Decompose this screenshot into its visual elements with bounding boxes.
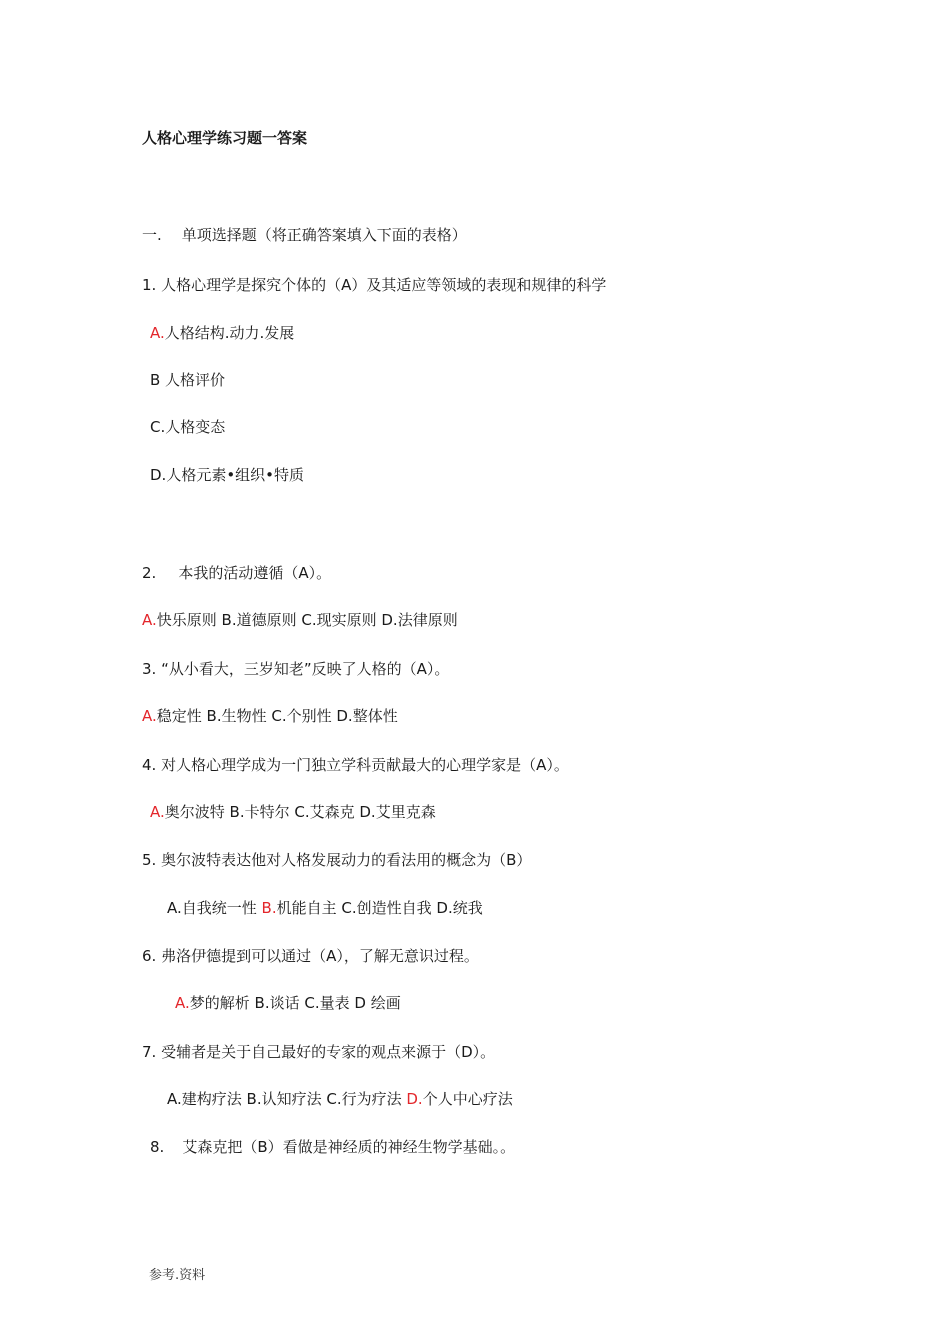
question-6-stem: 6. 弗洛伊德提到可以通过（A），了解无意识过程。 (142, 947, 479, 965)
answer-letter-d: D. (406, 1090, 423, 1108)
question-number: 2. (142, 564, 157, 582)
section-heading-text: 单项选择题（将正确答案填入下面的表格） (181, 226, 467, 244)
question-6-options (175, 993, 401, 1013)
question-5-options (167, 898, 483, 918)
question-text: 本我的活动遵循（A）。 (178, 564, 332, 582)
question-text: 艾森克把（B）看做是神经质的神经生物学基础。。 (182, 1138, 516, 1156)
document-title: 人格心理学练习题一答案 (142, 129, 308, 147)
answer-letter-a: A. (150, 324, 165, 342)
section-heading (142, 225, 467, 245)
question-2-options (142, 610, 458, 630)
section-heading-number: 一. (142, 226, 162, 244)
answer-letter-a: A. (142, 707, 157, 725)
answer-letter-a: A. (175, 994, 190, 1012)
question-2-stem (142, 563, 331, 583)
options-text: 梦的解析 B.谈话 C.量表 D 绘画 (189, 994, 401, 1012)
question-1-option-d: D.人格元素•组织•特质 (150, 466, 305, 484)
option-text: 人格结构.动力.发展 (164, 324, 295, 342)
options-text-pre: A.建构疗法 B.认知疗法 C.行为疗法 (167, 1090, 407, 1108)
question-1-option-c: C.人格变态 (150, 418, 226, 436)
question-7-stem: 7. 受辅者是关于自己最好的专家的观点来源于（D）。 (142, 1043, 496, 1061)
question-1-option-a (150, 323, 294, 343)
question-4-stem: 4. 对人格心理学成为一门独立学科贡献最大的心理学家是（A）。 (142, 756, 569, 774)
answer-letter-a: A. (150, 803, 165, 821)
question-3-stem: 3. “从小看大，三岁知老”反映了人格的（A）。 (142, 660, 450, 678)
options-text: 奥尔波特 B.卡特尔 C.艾森克 D.艾里克森 (164, 803, 436, 821)
options-text: 个人中心疗法 (422, 1090, 513, 1108)
question-8-stem (150, 1137, 515, 1157)
question-7-options (167, 1089, 513, 1109)
options-text-pre: A.自我统一性 (167, 899, 262, 917)
options-text: 稳定性 B.生物性 C.个别性 D.整体性 (156, 707, 398, 725)
page-footer: 参考.资料 (149, 1268, 206, 1283)
answer-letter-b: B. (261, 899, 277, 917)
question-1-stem: 1. 人格心理学是探究个体的（A）及其适应等领域的表现和规律的科学 (142, 276, 607, 294)
answer-letter-a: A. (142, 611, 157, 629)
question-3-options (142, 706, 398, 726)
options-text: 机能自主 C.创造性自我 D.统我 (276, 899, 483, 917)
question-number: 8. (150, 1138, 165, 1156)
question-4-options (150, 802, 436, 822)
options-text: 快乐原则 B.道德原则 C.现实原则 D.法律原则 (156, 611, 458, 629)
question-1-option-b: B 人格评价 (150, 371, 226, 389)
question-5-stem: 5. 奥尔波特表达他对人格发展动力的看法用的概念为（B） (142, 851, 532, 869)
